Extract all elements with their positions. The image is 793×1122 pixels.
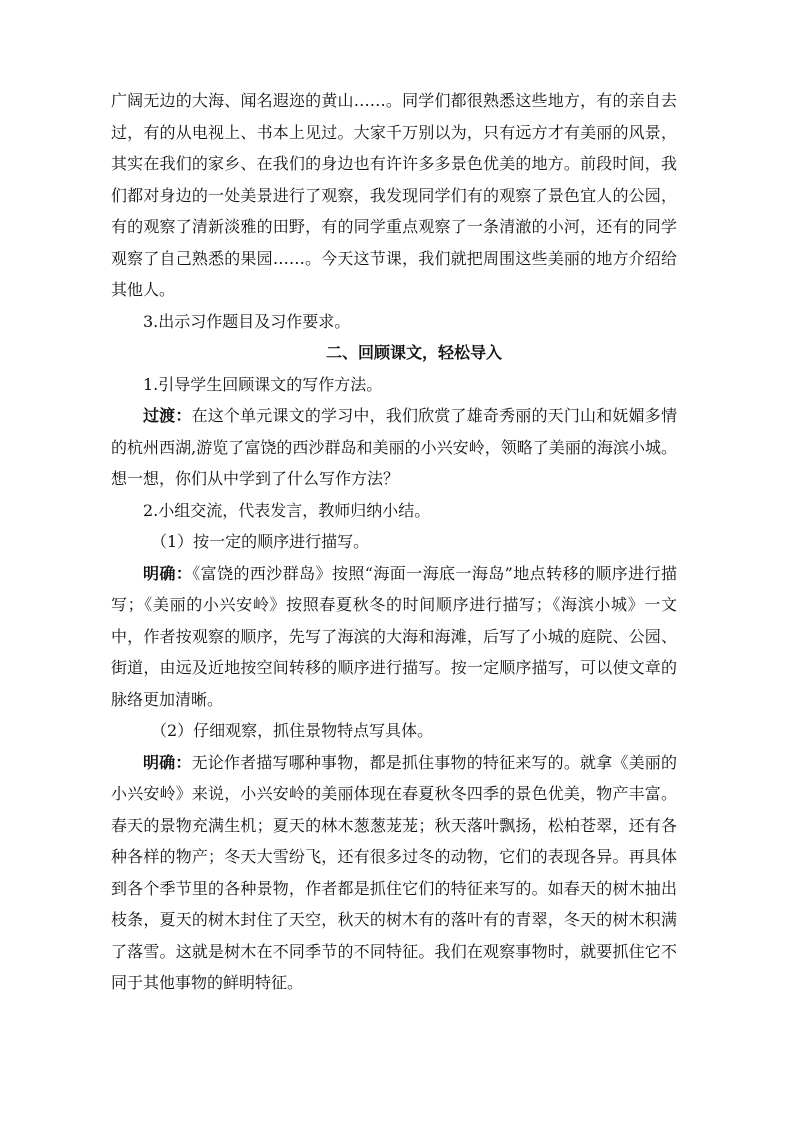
clarify-2-text: 无论作者描写哪种事物，都是抓住事物的特征来写的。就拿《美丽的小兴安岭》来说，小兴安岭的美丽体现在春夏秋冬四季的景色优美，物产丰富。春天的景物充满生机；夏天的林木葱葱茏茏；秋天落叶飘扬，松柏苍翠，还有各种各样的物产；冬天大雪纷飞，还有很多过冬的动物，它们的表现各异。再具体到各个季节里的各种景物，作者都是抓住它们的特征来写的。如春天的树木抽出枝条，夏天的树木封住了天空，秋天的树木有的落叶有的青翠，冬天的树木积满了落雪。这就是树木在不同季节的不同特征。我们在观察事物时，就要抓住它不同于其他事物的鲜明特征。 [111,752,677,992]
section-heading: 二、回顾课文，轻松导入 [325,343,502,362]
transition-label: 过渡： [143,406,192,425]
intro-paragraph: 广阔无边的大海、闻名遐迩的黄山……。同学们都很熟悉这些地方，有的亲自去过，有的从电视上、书本上见过。大家千万别以为，只有远方才有美丽的风景，其实在我们的家乡、在我们的身边也有许许多多景色优美的地方。前段时间，我们都对身边的一处美景进行了观察，我发现同学们有的观察了景色宜人的公园，有的观察了清新淡雅的田野，有的同学重点观察了一条清澈的小河，还有的同学观察了自己熟悉的果园……。今天这节课，我们就把周围这些美丽的地方介绍给其他人。 [111,91,677,299]
clarify-1-paragraph [111,558,677,716]
step-2-paragraph: 2.小组交流，代表发言，教师归纳小结。 [143,500,431,520]
clarify-2-paragraph [111,747,677,999]
point-1-paragraph: （1）按一定的顺序进行描写。 [151,532,370,551]
clarify-1-label: 明确： [143,563,193,583]
point-2-paragraph: （2）仔细观察，抓住景物特点写具体。 [151,721,434,740]
document-page [111,85,677,999]
step-1-paragraph: 1.引导学生回顾课文的写作方法。 [143,374,383,394]
transition-text: 在这个单元课文的学习中，我们欣赏了雄奇秀丽的天门山和妩媚多情的杭州西湖,游览了富饶的西沙群岛和美丽的小兴安岭，领略了美丽的海滨小城。想一想，你们从中学到了什么写作方法？ [111,406,677,488]
transition-paragraph [111,400,677,495]
clarify-2-label: 明确： [143,752,192,772]
clarify-1-text: 《富饶的西沙群岛》按照“海面一海底一海岛”地点转移的顺序进行描写；《美丽的小兴安岭》按照春夏秋冬的时间顺序进行描写；《海滨小城》一文中，作者按观察的顺序，先写了海滨的大海和海滩，后写了小城的庭院、公园、街道，由远及近地按空间转移的顺序进行描写。按一定顺序描写，可以使文章的脉络更加清晰。 [111,563,677,709]
step-3-paragraph: 3.出示习作题目及习作要求。 [143,311,351,331]
